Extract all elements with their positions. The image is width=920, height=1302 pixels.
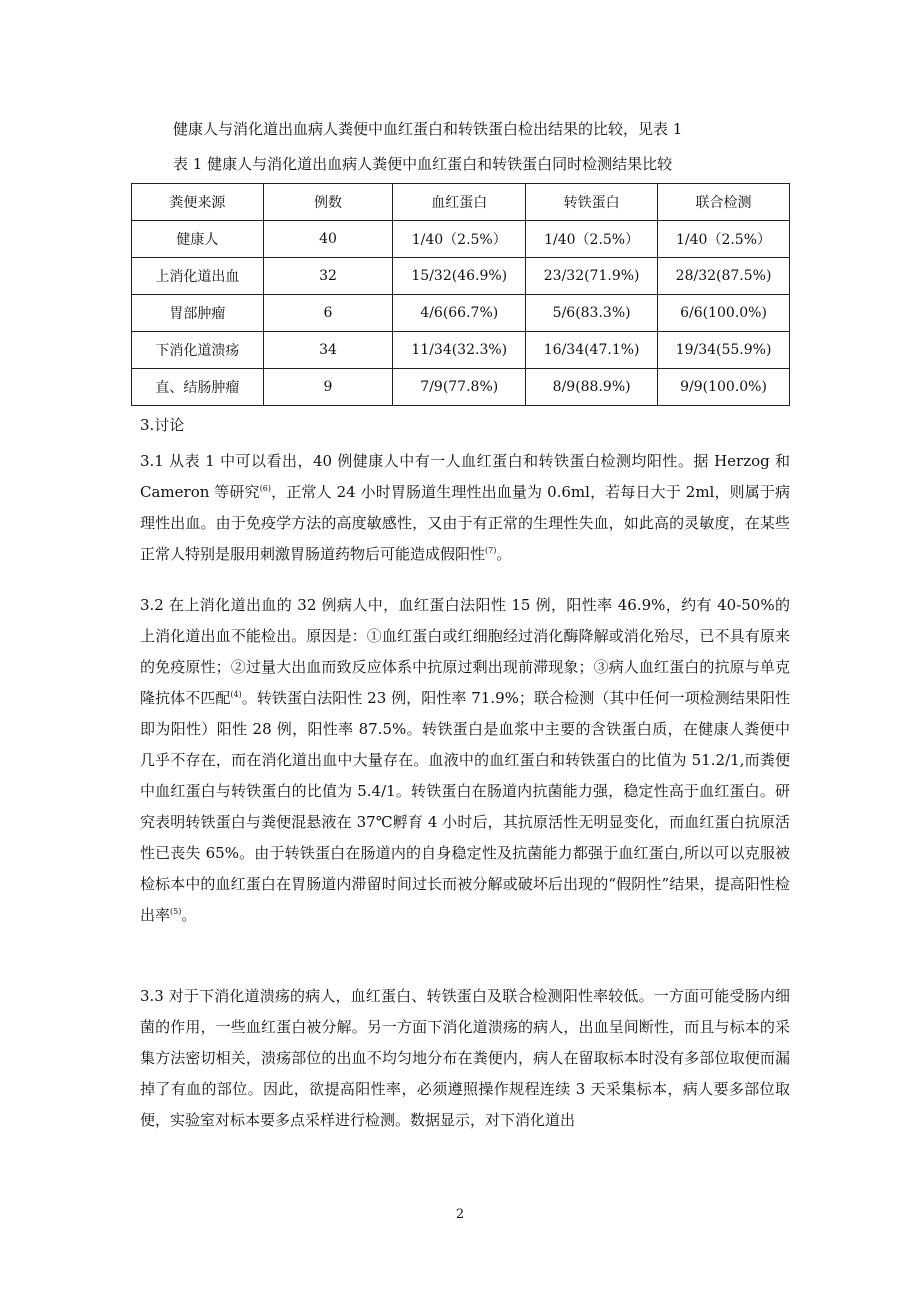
citation: (5) <box>170 907 182 916</box>
table-cell: 23/32(71.9%) <box>526 258 658 295</box>
paragraph-text: 3.2 在上消化道出血的 32 例病人中，血红蛋白法阳性 15 例，阳性率 46.9%，约有 40-50%的上消化道出血不能检出。原因是：①血红蛋白或红细胞经过消化酶降解或消化殆尽，已不具有原来的免疫原性；②过量大出血而致反应体系中抗原过剩出现前滞现象；③病人血红蛋白的抗原与单克隆抗体不匹配 <box>140 596 790 707</box>
header-cell: 血红蛋白 <box>393 184 526 221</box>
paragraph-text: 3.3 对于下消化道溃疡的病人，血红蛋白、转铁蛋白及联合检测阳性率较低。一方面可能受肠内细菌的作用，一些血红蛋白被分解。另一方面下消化道溃疡的病人，出血呈间断性，而且与标本的采集方法密切相关，溃疡部位的出血不均匀地分布在粪便内，病人在留取标本时没有多部位取便而漏掉了有血的部位。因此，欲提高阳性率，必须遵照操作规程连续 3 天采集标本，病人要多部位取便，实验室对标本要多点采样进行检测。数据显示，对下消化道出 <box>140 987 790 1129</box>
citation: (6) <box>259 484 272 493</box>
results-table <box>131 183 790 406</box>
table-cell: 直、结肠肿瘤 <box>132 369 264 406</box>
table-cell: 32 <box>263 258 393 295</box>
citation: (7) <box>485 546 497 555</box>
header-cell: 联合检测 <box>658 184 790 221</box>
paragraph-3-1 <box>140 446 790 570</box>
table-cell: 5/6(83.3%) <box>526 295 658 332</box>
table-row <box>132 369 790 406</box>
paragraph-text: 。 <box>181 906 197 924</box>
table-cell: 19/34(55.9%) <box>658 332 790 369</box>
paragraph-text: 3.1 从表 1 中可以看出，40 例健康人中有一人血红蛋白和转铁蛋白检测均阳性。据 Herzog 和 Cameron 等研究 <box>140 452 790 501</box>
table-cell: 1/40（2.5%） <box>658 221 790 258</box>
table-row <box>132 332 790 369</box>
table-cell: 1/40（2.5%） <box>393 221 526 258</box>
table-row <box>132 258 790 295</box>
paragraph-text: 。 <box>496 545 512 563</box>
paragraph-text: ，正常人 24 小时胃肠道生理性出血量为 0.6ml，若每日大于 2ml，则属于病理性出血。由于免疫学方法的高度敏感性，又由于有正常的生理性失血，如此高的灵敏度，在某些正常人特别是服用刺激胃肠道药物后可能造成假阳性 <box>140 483 790 563</box>
table-cell: 1/40（2.5%） <box>526 221 658 258</box>
paragraph-text: 。转铁蛋白法阳性 23 例，阳性率 71.9%；联合检测（其中任何一项检测结果阳性即为阳性）阳性 28 例，阳性率 87.5%。转铁蛋白是血浆中主要的含铁蛋白质，在健康人粪便中几乎不存在，而在消化道出血中大量存在。血液中的血红蛋白和转铁蛋白的比值为 51.2/1,而粪便中血红蛋白与转铁蛋白的比值为 5.4/1。转铁蛋白在肠道内抗菌能力强，稳定性高于血红蛋白。研究表明转铁蛋白与粪便混悬液在 37℃孵育 4 小时后，其抗原活性无明显变化，而血红蛋白抗原活性已丧失 65%。由于转铁蛋白在肠道内的自身稳定性及抗菌能力都强于血红蛋白,所以可以克服被检标本中的血红蛋白在胃肠道内滞留时间过长而被分解或破坏后出现的“假阴性”结果，提高阳性检出率 <box>140 689 790 924</box>
table-cell: 6/6(100.0%) <box>658 295 790 332</box>
page-number: 2 <box>455 1207 465 1222</box>
paragraph-3-3 <box>140 981 790 1136</box>
table-cell: 9/9(100.0%) <box>658 369 790 406</box>
table-cell: 7/9(77.8%) <box>393 369 526 406</box>
header-cell: 转铁蛋白 <box>526 184 658 221</box>
table-caption: 表 1 健康人与消化道出血病人粪便中血红蛋白和转铁蛋白同时检测结果比较 <box>173 155 673 173</box>
table-cell: 28/32(87.5%) <box>658 258 790 295</box>
table-row <box>132 221 790 258</box>
citation: (4) <box>230 690 242 699</box>
table-cell: 34 <box>263 332 393 369</box>
table-cell: 8/9(88.9%) <box>526 369 658 406</box>
table-cell: 15/32(46.9%) <box>393 258 526 295</box>
table-cell: 11/34(32.3%) <box>393 332 526 369</box>
table-row <box>132 295 790 332</box>
table-cell: 胃部肿瘤 <box>132 295 264 332</box>
section-heading: 3.讨论 <box>140 416 185 434</box>
table-cell: 6 <box>263 295 393 332</box>
header-cell: 粪便来源 <box>132 184 264 221</box>
table-header-row <box>132 184 790 221</box>
table-cell: 4/6(66.7%) <box>393 295 526 332</box>
table-cell: 16/34(47.1%) <box>526 332 658 369</box>
paragraph-3-2 <box>140 590 790 931</box>
header-cell: 例数 <box>263 184 393 221</box>
table-cell: 40 <box>263 221 393 258</box>
table-cell: 上消化道出血 <box>132 258 264 295</box>
table-cell: 下消化道溃疡 <box>132 332 264 369</box>
table-cell: 9 <box>263 369 393 406</box>
table-cell: 健康人 <box>132 221 264 258</box>
intro-sentence: 健康人与消化道出血病人粪便中血红蛋白和转铁蛋白检出结果的比较，见表 1 <box>173 120 683 138</box>
